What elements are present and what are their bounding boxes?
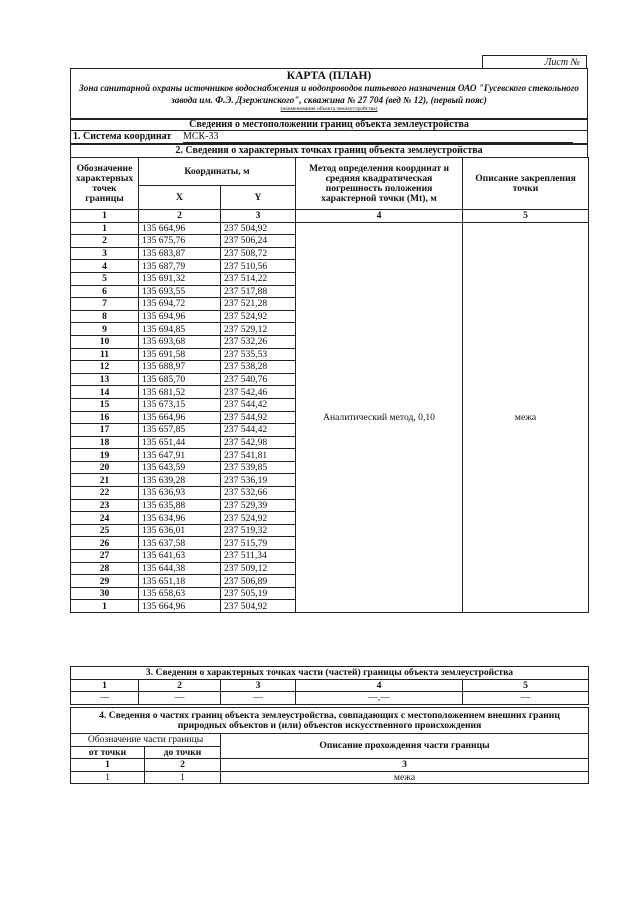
col-number: 1 <box>71 679 139 692</box>
coord-y: 237 506,89 <box>221 575 296 588</box>
point-id: 27 <box>71 550 139 563</box>
coord-x: 135 636,01 <box>139 524 221 537</box>
col-number: 3 <box>221 759 589 772</box>
coord-y: 237 535,53 <box>221 348 296 361</box>
coord-x: 135 651,18 <box>139 575 221 588</box>
col-number: 3 <box>221 679 296 692</box>
col-from-header: от точки <box>71 746 145 759</box>
coord-x: 135 664,96 <box>139 600 221 613</box>
coord-y: 237 529,12 <box>221 323 296 336</box>
coord-x: 135 634,96 <box>139 512 221 525</box>
point-id: 16 <box>71 411 139 424</box>
coord-y: 237 544,92 <box>221 411 296 424</box>
empty-cell: — <box>71 692 139 705</box>
coord-x: 135 644,38 <box>139 562 221 575</box>
coord-y: 237 510,56 <box>221 260 296 273</box>
point-id: 24 <box>71 512 139 525</box>
coord-x: 135 691,58 <box>139 348 221 361</box>
col-x-header: X <box>139 186 221 210</box>
coord-y: 237 504,92 <box>221 600 296 613</box>
coord-x: 135 647,91 <box>139 449 221 462</box>
point-id: 23 <box>71 499 139 512</box>
point-id: 15 <box>71 398 139 411</box>
coord-y: 237 524,92 <box>221 512 296 525</box>
col-number: 5 <box>463 210 589 223</box>
point-id: 12 <box>71 361 139 374</box>
coord-y: 237 544,42 <box>221 424 296 437</box>
point-id: 22 <box>71 487 139 500</box>
coord-x: 135 657,85 <box>139 424 221 437</box>
passage-description: межа <box>221 771 589 784</box>
points-table <box>70 157 589 613</box>
col-number: 5 <box>463 679 589 692</box>
point-id: 20 <box>71 461 139 474</box>
col-number: 3 <box>221 210 296 223</box>
section2-title: 2. Сведения о характерных точках границ объекта землеустройства <box>70 144 588 157</box>
col-y-header: Y <box>221 186 296 210</box>
col-number: 4 <box>296 679 463 692</box>
col-number: 4 <box>296 210 463 223</box>
empty-cell: — <box>221 692 296 705</box>
point-id: 3 <box>71 247 139 260</box>
point-id: 25 <box>71 524 139 537</box>
col-part-header: Обозначение части границы <box>71 734 221 747</box>
coord-x: 135 681,52 <box>139 386 221 399</box>
object-description: Зона санитарной охраны источников водоснабжения и водопроводов питьевого назначения ОАО "Гусевского стекольного завода им. Ф.Э. Дзержинского", скважина № 27 704 (вед № 12), (первый пояс) <box>79 83 579 105</box>
point-id: 29 <box>71 575 139 588</box>
point-id: 2 <box>71 235 139 248</box>
section4-title: 4. Сведения о частях границ объекта землеустройства, совпадающих с местоположением внешних границ природных объектов и (или) объектов искусственного происхождения <box>71 708 589 734</box>
col-coords-header: Координаты, м <box>139 158 296 186</box>
coord-x: 135 683,87 <box>139 247 221 260</box>
coord-y: 237 515,79 <box>221 537 296 550</box>
point-id: 28 <box>71 562 139 575</box>
coord-x: 135 685,70 <box>139 373 221 386</box>
location-section-title: Сведения о местоположении границ объекта землеустройства <box>70 118 588 131</box>
coord-y: 237 541,81 <box>221 449 296 462</box>
coord-x: 135 694,72 <box>139 298 221 311</box>
col-desc-header: Описание закрепления точки <box>463 158 589 210</box>
to-point: 1 <box>145 771 221 784</box>
col-number: 2 <box>145 759 221 772</box>
col-to-header: до точки <box>145 746 221 759</box>
coord-y: 237 521,28 <box>221 298 296 311</box>
coordinate-system-row <box>70 130 588 144</box>
object-caption: (наименование объекта землеустройства) <box>280 106 378 112</box>
coordinate-system-label: 1. Система координат <box>73 131 172 142</box>
point-id: 8 <box>71 310 139 323</box>
point-id: 26 <box>71 537 139 550</box>
point-id: 9 <box>71 323 139 336</box>
col-method-header: Метод определения координат и средняя квадратическая погрешность положения характерной точки (Mt), м <box>296 158 463 210</box>
point-id: 11 <box>71 348 139 361</box>
coord-y: 237 538,28 <box>221 361 296 374</box>
col-passage-header: Описание прохождения части границы <box>221 734 589 759</box>
coord-y: 237 542,46 <box>221 386 296 399</box>
method-cell: Аналитический метод, 0,10 <box>296 222 463 612</box>
coord-x: 135 664,96 <box>139 411 221 424</box>
coord-y: 237 505,19 <box>221 587 296 600</box>
point-id: 17 <box>71 424 139 437</box>
coord-x: 135 658,63 <box>139 587 221 600</box>
coordinate-system-value: МСК-33 <box>183 131 573 143</box>
document-title: КАРТА (ПЛАН) <box>286 70 372 82</box>
coord-y: 237 529,39 <box>221 499 296 512</box>
coord-y: 237 509,12 <box>221 562 296 575</box>
document-header <box>70 68 588 120</box>
coord-y: 237 517,88 <box>221 285 296 298</box>
point-id: 18 <box>71 436 139 449</box>
coord-y: 237 532,26 <box>221 335 296 348</box>
col-number: 2 <box>139 679 221 692</box>
point-id: 21 <box>71 474 139 487</box>
section4-table <box>70 707 589 784</box>
sheet-number-label: Лист № <box>544 57 580 68</box>
coord-y: 237 511,34 <box>221 550 296 563</box>
coord-x: 135 641,63 <box>139 550 221 563</box>
coord-x: 135 651,44 <box>139 436 221 449</box>
coord-x: 135 635,88 <box>139 499 221 512</box>
point-row <box>71 222 589 235</box>
point-id: 13 <box>71 373 139 386</box>
point-id: 19 <box>71 449 139 462</box>
point-id: 1 <box>71 600 139 613</box>
coord-y: 237 506,24 <box>221 235 296 248</box>
coord-y: 237 519,32 <box>221 524 296 537</box>
empty-cell: — <box>139 692 221 705</box>
point-id: 30 <box>71 587 139 600</box>
coord-y: 237 514,22 <box>221 272 296 285</box>
col-number: 1 <box>71 759 145 772</box>
point-id: 14 <box>71 386 139 399</box>
point-id: 10 <box>71 335 139 348</box>
coord-x: 135 694,85 <box>139 323 221 336</box>
col-point-header: Обозначение характерных точек границы <box>71 158 139 210</box>
coord-x: 135 693,55 <box>139 285 221 298</box>
coord-y: 237 540,76 <box>221 373 296 386</box>
coord-x: 135 694,96 <box>139 310 221 323</box>
section3-table <box>70 666 589 705</box>
coord-x: 135 636,93 <box>139 487 221 500</box>
empty-cell: — <box>463 692 589 705</box>
coord-y: 237 508,72 <box>221 247 296 260</box>
coord-x: 135 643,59 <box>139 461 221 474</box>
point-id: 6 <box>71 285 139 298</box>
coord-x: 135 637,58 <box>139 537 221 550</box>
coord-x: 135 691,32 <box>139 272 221 285</box>
from-point: 1 <box>71 771 145 784</box>
coord-y: 237 544,42 <box>221 398 296 411</box>
section3-title: 3. Сведения о характерных точках части (частей) границы объекта землеустройства <box>71 667 589 680</box>
empty-cell: —,— <box>296 692 463 705</box>
sheet-number-box <box>482 55 587 69</box>
coord-x: 135 693,68 <box>139 335 221 348</box>
coord-y: 237 536,19 <box>221 474 296 487</box>
fixation-cell: межа <box>463 222 589 612</box>
point-id: 7 <box>71 298 139 311</box>
point-id: 1 <box>71 222 139 235</box>
coord-y: 237 524,92 <box>221 310 296 323</box>
coord-x: 135 687,79 <box>139 260 221 273</box>
col-number: 2 <box>139 210 221 223</box>
coord-x: 135 673,15 <box>139 398 221 411</box>
coord-y: 237 532,66 <box>221 487 296 500</box>
coord-x: 135 639,28 <box>139 474 221 487</box>
point-id: 4 <box>71 260 139 273</box>
coord-x: 135 688,97 <box>139 361 221 374</box>
coord-y: 237 504,92 <box>221 222 296 235</box>
point-id: 5 <box>71 272 139 285</box>
coord-x: 135 664,96 <box>139 222 221 235</box>
coord-x: 135 675,76 <box>139 235 221 248</box>
col-number: 1 <box>71 210 139 223</box>
coord-y: 237 542,98 <box>221 436 296 449</box>
coord-y: 237 539,85 <box>221 461 296 474</box>
